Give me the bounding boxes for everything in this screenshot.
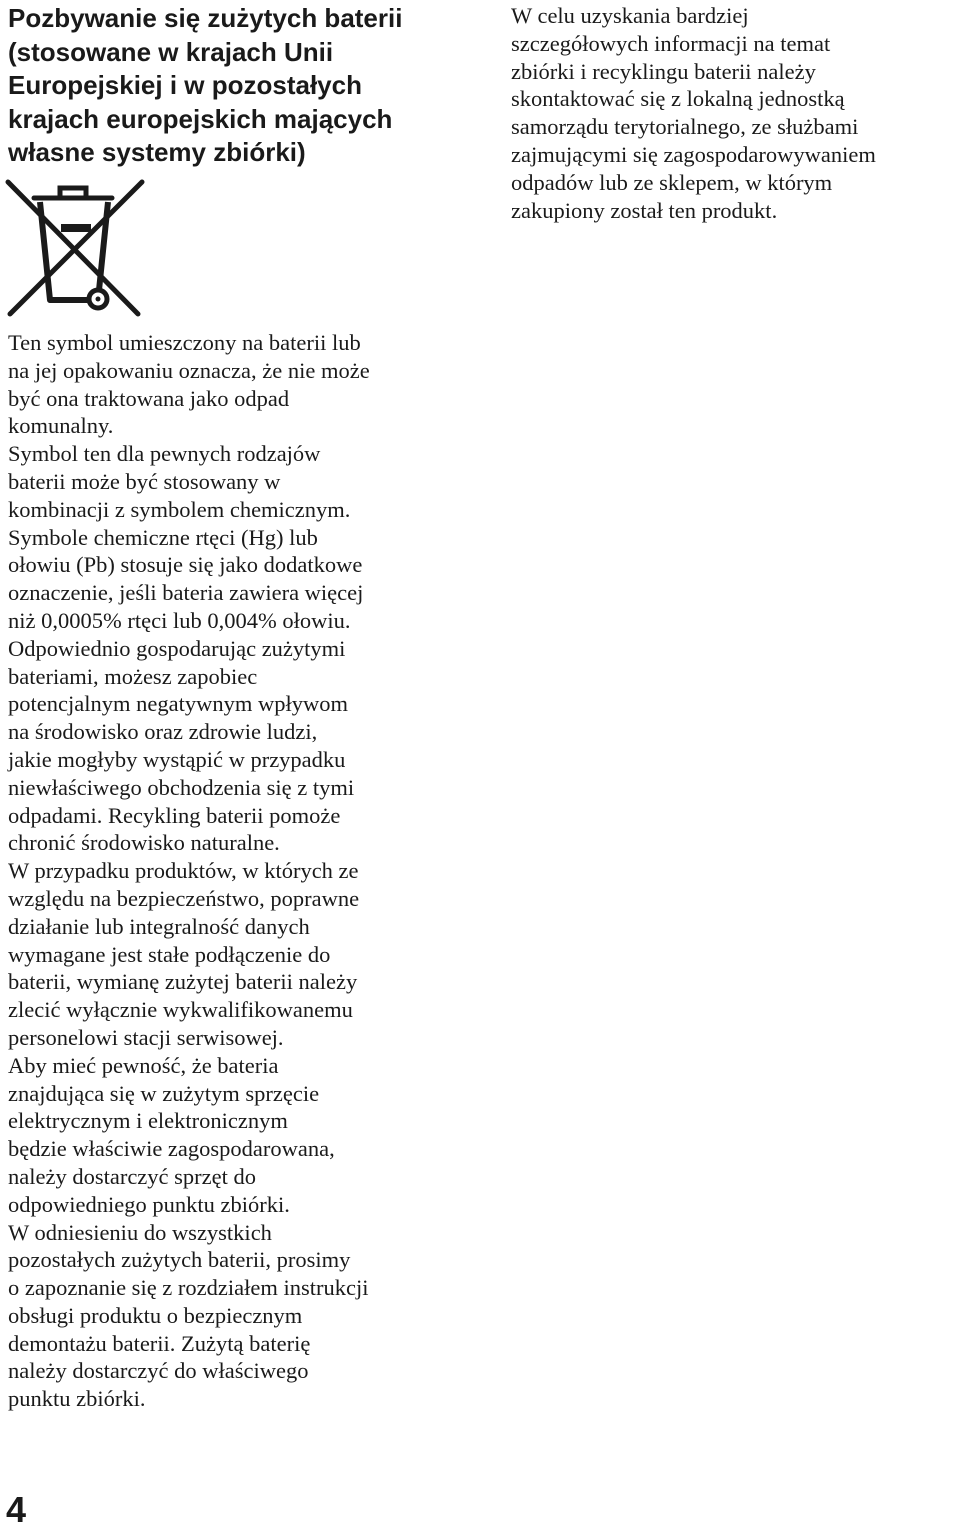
- paragraph-more-information: W celu uzyskania bardziej szczegółowych informacji na temat zbiórki i recyklingu baterii należy skontaktować się z lokalną jednostką samorządu terytorialnego, ze służbami zajmującymi się zagospodarowywaniem odpadów lub ze sklepem, w którym zakupiony został ten produkt.: [511, 3, 876, 223]
- paragraph-other-batteries: W odniesieniu do wszystkich pozostałych zużytych baterii, prosimy o zapoznanie się z rozdziałem instrukcji obsługi produktu o bezpiecznym demontażu baterii. Zużytą baterię należy dostarczyć do właściwego punktu zbiórki.: [8, 1219, 369, 1412]
- left-column-heading-block: [8, 2, 463, 170]
- paragraph-equipment-collection: Aby mieć pewność, że bateria znajdująca się w zużytym sprzęcie elektrycznym i elektronicznym będzie właściwie zagospodarowana, należy dostarczyć sprzęt do odpowiedniego punktu zbiórki.: [8, 1052, 335, 1217]
- paragraph-hg-pb: Symbole chemiczne rtęci (Hg) lub ołowiu (Pb) stosuje się jako dodatkowe oznaczenie, jeśli bateria zawiera więcej niż 0,0005% rtęci lub 0,004% ołowiu.: [8, 524, 364, 633]
- left-column-body: [8, 329, 463, 1413]
- paragraph-service-replacement: W przypadku produktów, w których ze względu na bezpieczeństwo, poprawne działanie lub integralność danych wymagane jest stałe podłączenie do baterii, wymianę zużytej baterii należy zlecić wyłącznie wykwalifikowanemu personelowi stacji serwisowej.: [8, 858, 360, 1050]
- crossed-out-wheelie-bin-icon: [4, 178, 146, 318]
- paragraph-symbol-meaning: Ten symbol umieszczony na baterii lub na jej opakowaniu oznacza, że nie może być ona traktowana jako odpad komunalny.: [8, 330, 370, 439]
- section-heading: Pozbywanie się zużytych baterii (stosowane w krajach Unii Europejskiej i w pozostałych krajach europejskich mających własne systemy zbiórki): [8, 3, 403, 167]
- paragraph-chemical-symbol: Symbol ten dla pewnych rodzajów baterii może być stosowany w kombinacji z symbolem chemicznym.: [8, 441, 351, 522]
- paragraph-environment: Odpowiednio gospodarując zużytymi bateriami, możesz zapobiec potencjalnym negatywnym wpływom na środowisko oraz zdrowie ludzi, jakie mogłyby wystąpić w przypadku niewłaściwego obchodzenia się z tymi odpadami. Recykling baterii pomoże chronić środowisko naturalne.: [8, 635, 355, 856]
- page-number: 4: [6, 1489, 27, 1530]
- right-column: [511, 2, 959, 224]
